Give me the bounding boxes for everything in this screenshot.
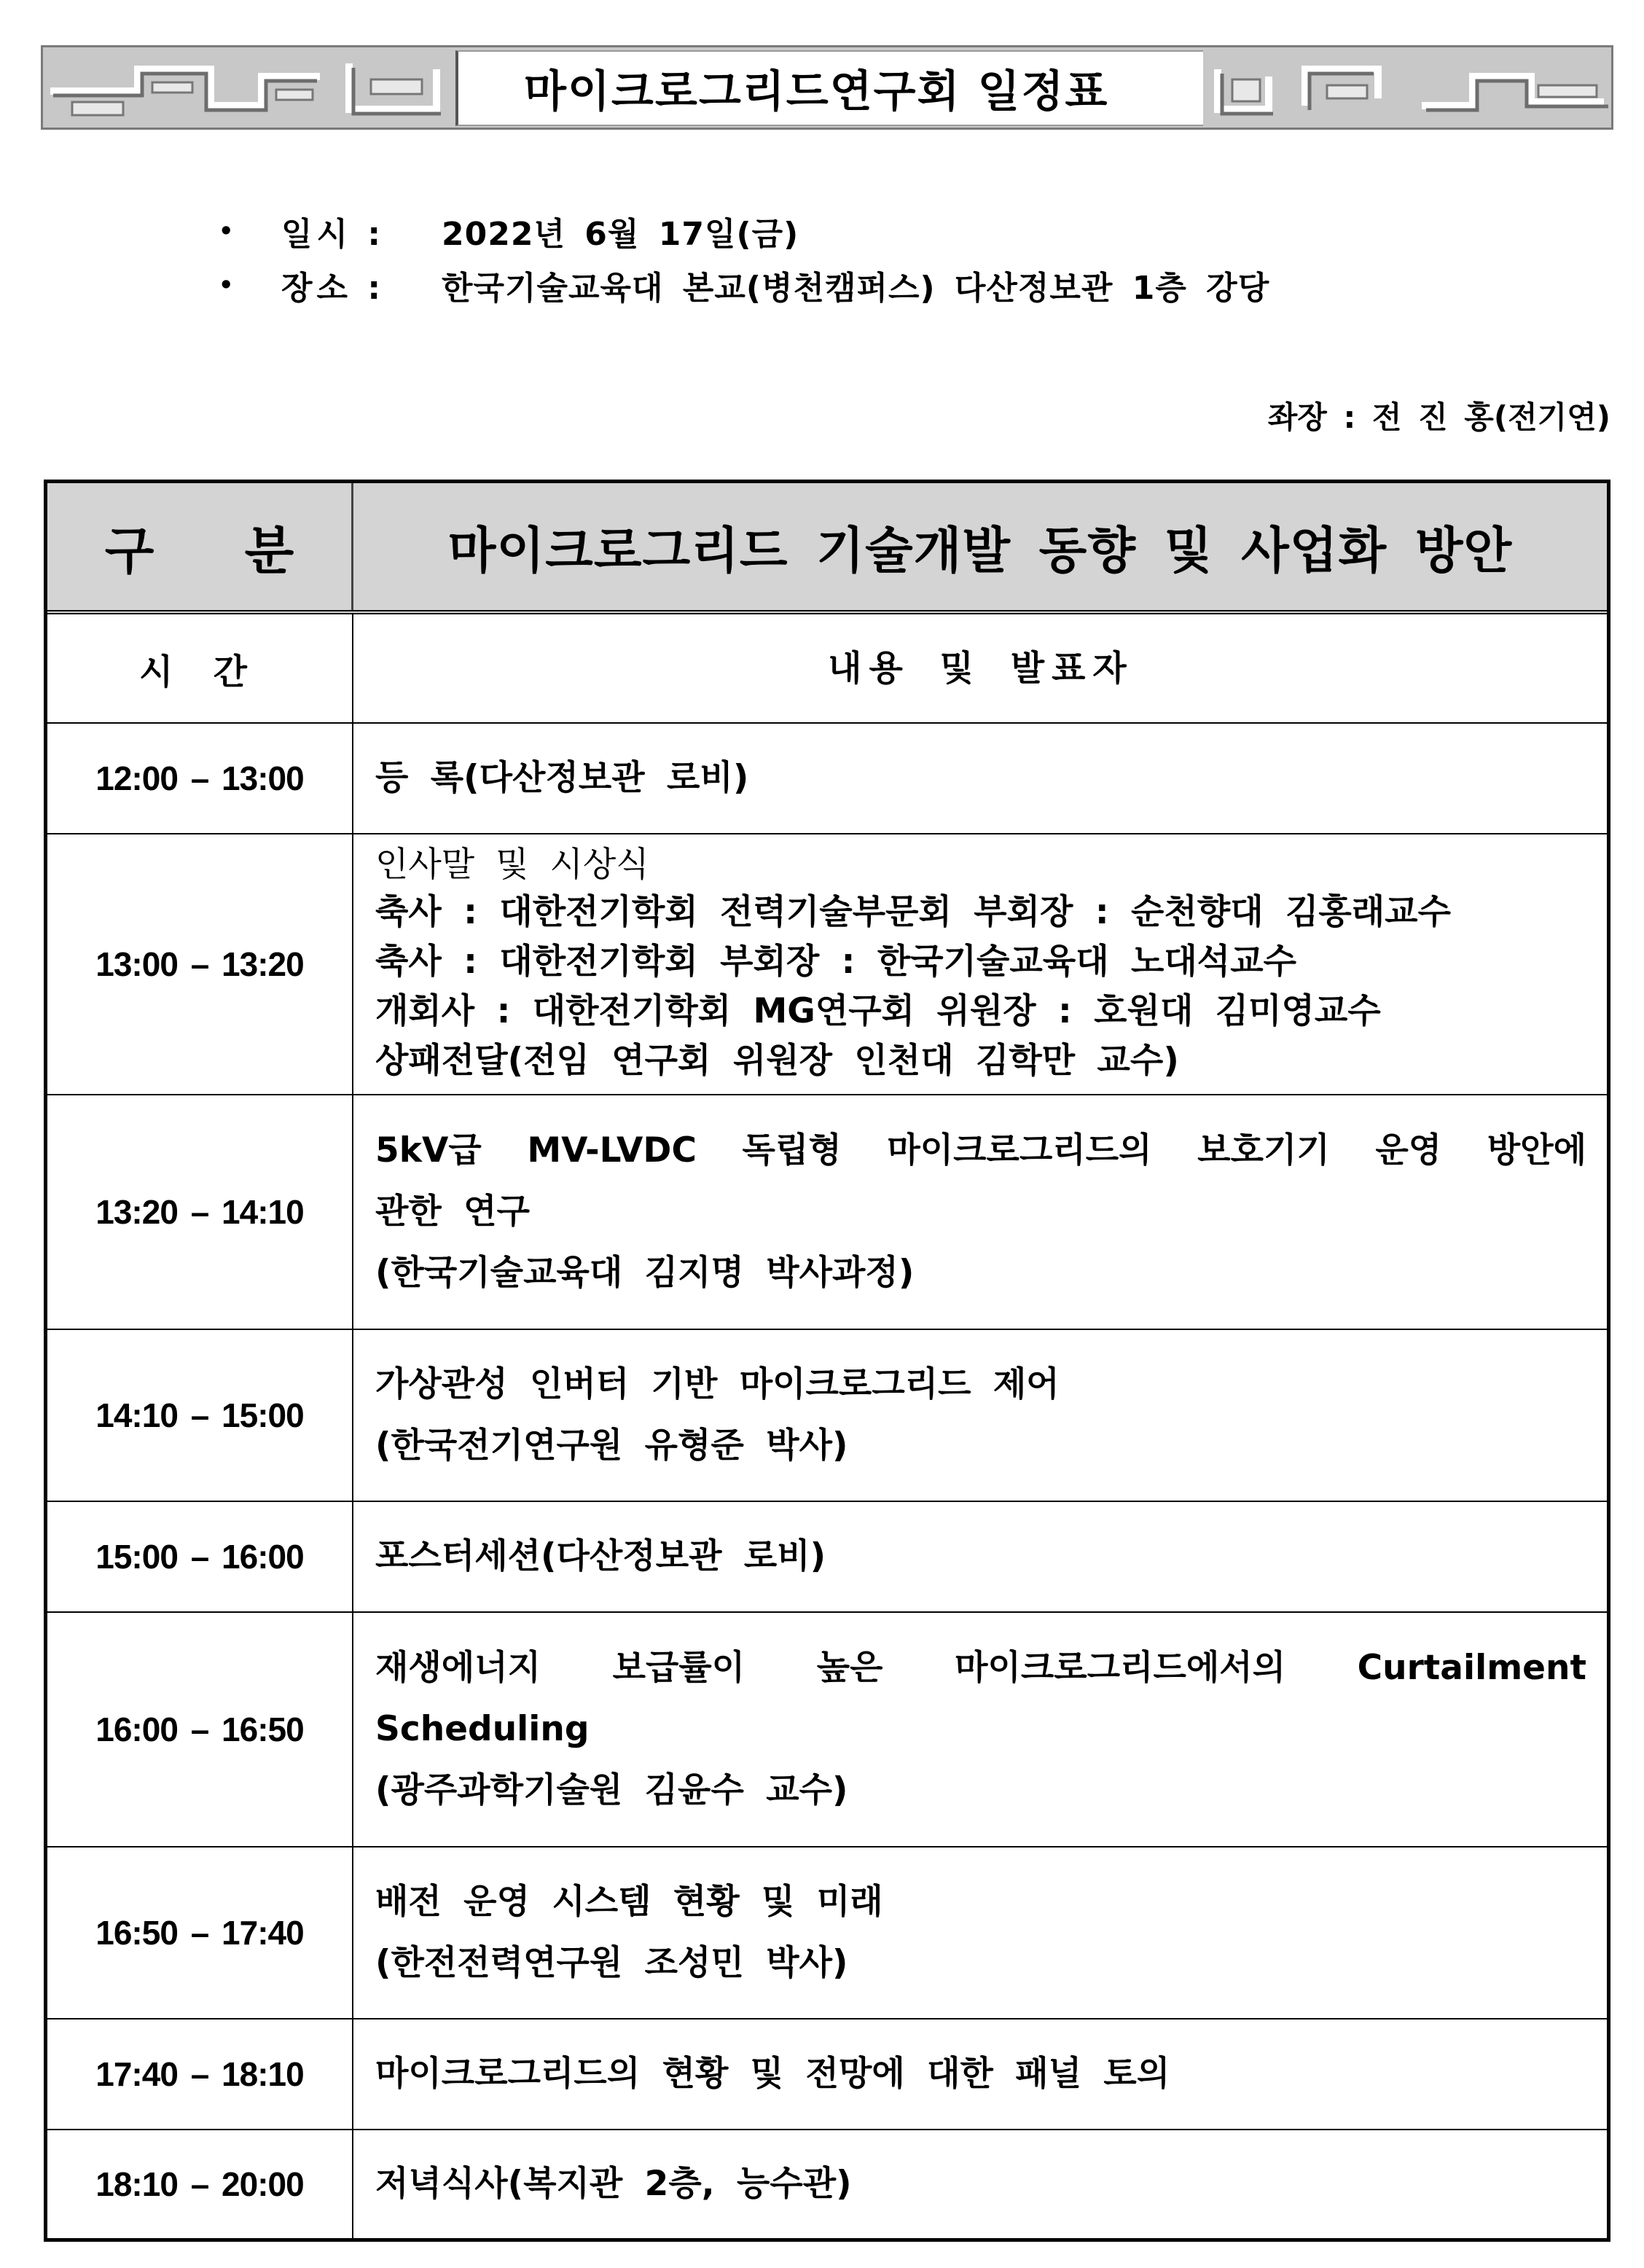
row-time: 16:50 – 17:40 <box>47 1847 353 2018</box>
content-line: (광주과학기술원 김윤수 교수) <box>375 1770 848 1810</box>
table-header-row <box>47 614 1607 724</box>
content-header: 내용 및 발표자 <box>828 648 1134 689</box>
content-line: 인사말 및 시상식 <box>375 845 649 885</box>
info-place-row <box>219 258 1457 312</box>
content-line: 5kV급 MV-LVDC 독립형 마이크로그리드의 보호기기 운영 방안에 <box>375 1130 1586 1170</box>
event-info <box>219 204 1457 312</box>
row-time: 17:40 – 18:10 <box>47 2019 353 2129</box>
banner-title-box <box>455 50 1238 126</box>
row-content <box>353 1847 1607 2018</box>
table-row <box>47 1095 1607 1330</box>
content-line: 마이크로그리드의 현황 및 전망에 대한 패널 토의 <box>375 2054 1170 2094</box>
content-line: 포스터세션(다산정보관 로비) <box>375 1536 826 1576</box>
table-row <box>47 1847 1607 2019</box>
bullet-icon: • <box>219 217 234 245</box>
row-content <box>353 834 1607 1094</box>
row-time: 13:00 – 13:20 <box>47 834 353 1094</box>
row-time: 18:10 – 20:00 <box>47 2130 353 2238</box>
row-time: 13:20 – 14:10 <box>47 1095 353 1329</box>
session-title: 마이크로그리드 기술개발 동향 및 사업화 방안 <box>447 522 1513 580</box>
row-time: 15:00 – 16:00 <box>47 1502 353 1611</box>
banner-decoration-left <box>43 47 451 128</box>
content-line: (한국기술교육대 김지명 박사과정) <box>375 1253 915 1293</box>
table-row <box>47 2130 1607 2238</box>
table-row <box>47 1613 1607 1847</box>
table-row <box>47 834 1607 1095</box>
row-time: 12:00 – 13:00 <box>47 724 353 833</box>
time-header: 시 간 <box>47 614 353 722</box>
division-label: 구 분 <box>47 483 353 610</box>
place-label: 장소 : <box>281 270 385 307</box>
content-line: 축사 : 대한전기학회 부회장 : 한국기술교육대 노대석교수 <box>375 942 1297 982</box>
content-line: 개회사 : 대한전기학회 MG연구회 위원장 : 호원대 김미영교수 <box>375 991 1381 1031</box>
banner-decoration-right <box>1203 47 1611 128</box>
title-banner <box>41 45 1613 130</box>
table-row <box>47 1502 1607 1613</box>
row-time: 14:10 – 15:00 <box>47 1330 353 1501</box>
content-line: (한국전기연구원 유형준 박사) <box>375 1426 848 1466</box>
row-content <box>353 1613 1607 1846</box>
content-line: 관한 연구 <box>375 1192 530 1232</box>
content-line: Scheduling <box>375 1709 590 1749</box>
content-line: 상패전달(전임 연구회 위원장 인천대 김학만 교수) <box>375 1041 1179 1081</box>
table-title-row <box>47 483 1607 614</box>
place-value: 한국기술교육대 본교(병천캠퍼스) 다산정보관 1층 강당 <box>442 270 1270 307</box>
row-content <box>353 1502 1607 1611</box>
content-line: 재생에너지 보급률이 높은 마이크로그리드에서의 Curtailment <box>375 1648 1586 1688</box>
row-content <box>353 1330 1607 1501</box>
content-line: 배전 운영 시스템 현황 및 미래 <box>375 1882 883 1922</box>
bullet-icon: • <box>219 271 234 299</box>
page-title: 마이크로그리드연구회 일정표 <box>524 66 1109 117</box>
date-value: 2022년 6월 17일(금) <box>442 216 799 253</box>
content-line: (한전전력연구원 조성민 박사) <box>375 1943 848 1983</box>
row-time: 16:00 – 16:50 <box>47 1613 353 1846</box>
content-line: 등 록(다산정보관 로비) <box>375 758 749 798</box>
table-row <box>47 724 1607 834</box>
table-row <box>47 1330 1607 1502</box>
content-line: 가상관성 인버터 기반 마이크로그리드 제어 <box>375 1364 1060 1404</box>
info-date-row <box>219 204 1457 258</box>
content-line: 축사 : 대한전기학회 전력기술부문회 부회장 : 순천향대 김홍래교수 <box>375 892 1451 932</box>
table-row <box>47 2019 1607 2130</box>
chairperson: 좌장 : 전 진 홍(전기연) <box>1267 399 1610 435</box>
content-line: 저녁식사(복지관 2층, 능수관) <box>375 2164 852 2204</box>
schedule-table <box>44 480 1610 2242</box>
row-content <box>353 2130 1607 2238</box>
row-content <box>353 724 1607 833</box>
row-content <box>353 2019 1607 2129</box>
date-label: 일시 : <box>281 216 385 253</box>
row-content <box>353 1095 1607 1329</box>
